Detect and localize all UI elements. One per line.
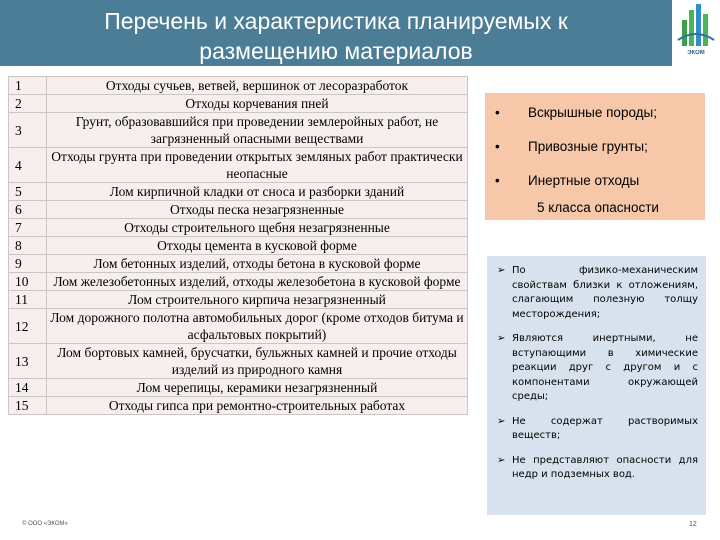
table-row xyxy=(9,273,468,291)
row-description: Лом бортовых камней, брусчатки, бульжных камней и прочие отходы изделий из природного камня xyxy=(47,344,468,379)
row-number: 15 xyxy=(9,397,47,415)
row-description: Отходы песка незагрязненные xyxy=(47,201,468,219)
row-number: 8 xyxy=(9,237,47,255)
arrow-bullet-icon: ➢ xyxy=(497,333,506,344)
title-line-1: Перечень и характеристика планируемых к xyxy=(104,8,568,34)
row-description: Отходы гипса при ремонтно-строительных работах xyxy=(47,397,468,415)
table-row xyxy=(9,219,468,237)
row-number: 10 xyxy=(9,273,47,291)
property-item: ➢ По физико-механическим свойствам близки к отложениям, слагающим полезную толщу месторождения; xyxy=(497,265,698,320)
arrow-bullet-icon: ➢ xyxy=(497,265,506,276)
table-row xyxy=(9,201,468,219)
table-row xyxy=(9,397,468,415)
arrow-bullet-icon: ➢ xyxy=(497,454,506,466)
table-row xyxy=(9,148,468,183)
waste-table xyxy=(8,76,468,415)
categories-box: • Вскрышные породы; • Привозные грунты; • Инертные отходы 5 класса опасности xyxy=(485,93,705,220)
table-row xyxy=(9,291,468,309)
bullet-icon: • xyxy=(495,173,500,188)
properties-box xyxy=(487,256,706,515)
row-number: 1 xyxy=(9,77,47,95)
company-logo xyxy=(672,0,720,66)
row-number: 5 xyxy=(9,183,47,201)
arrow-bullet-icon: ➢ xyxy=(497,415,506,427)
property-item: ➢ Не представляют опасности для недр и подземных вод. xyxy=(497,454,698,480)
row-description: Лом дорожного полотна автомобильных дорог (кроме отходов битума и асфальтовых покрытий) xyxy=(47,309,468,344)
row-description: Грунт, образовавшийся при проведении землеройных работ, не загрязненный опасными веществами xyxy=(47,113,468,148)
bullet-icon: • xyxy=(495,105,500,120)
table-row xyxy=(9,77,468,95)
row-number: 3 xyxy=(9,113,47,148)
row-number: 4 xyxy=(9,148,47,183)
page-number: 12 xyxy=(689,521,697,528)
row-description: Отходы цемента в кусковой форме xyxy=(47,237,468,255)
table-row xyxy=(9,379,468,397)
title-line-2: размещению материалов xyxy=(199,38,473,64)
row-number: 7 xyxy=(9,219,47,237)
property-item: ➢ Являются инертными, не вступающими в химические реакции друг с другом и с компонентами окружающей среды; xyxy=(497,333,698,402)
row-description: Отходы грунта при проведении открытых земляных работ практически неопасные xyxy=(47,148,468,183)
page-title xyxy=(0,6,672,66)
row-number: 6 xyxy=(9,201,47,219)
table-row xyxy=(9,309,468,344)
row-number: 9 xyxy=(9,255,47,273)
table-row xyxy=(9,237,468,255)
logo-bars-icon xyxy=(672,0,720,50)
row-number: 13 xyxy=(9,344,47,379)
table-row xyxy=(9,183,468,201)
row-description: Лом кирпичной кладки от сноса и разборки зданий xyxy=(47,183,468,201)
hazard-class-text: 5 класса опасности xyxy=(537,200,659,215)
header-bar xyxy=(0,0,672,66)
table-row xyxy=(9,113,468,148)
row-number: 11 xyxy=(9,291,47,309)
row-description: Лом строительного кирпича незагрязненный xyxy=(47,291,468,309)
row-number: 2 xyxy=(9,95,47,113)
property-item: ➢ Не содержат растворимых веществ; xyxy=(497,415,698,441)
table-row xyxy=(9,344,468,379)
row-description: Отходы строительного щебня незагрязненные xyxy=(47,219,468,237)
bullet-icon: • xyxy=(495,139,500,154)
footer-copyright: © ООО «ЭКОМ» xyxy=(22,521,68,527)
row-description: Лом черепицы, керамики незагрязненный xyxy=(47,379,468,397)
row-description: Лом бетонных изделий, отходы бетона в кусковой форме xyxy=(47,255,468,273)
table-row xyxy=(9,255,468,273)
row-description: Отходы корчевания пней xyxy=(47,95,468,113)
row-number: 14 xyxy=(9,379,47,397)
row-description: Отходы сучьев, ветвей, вершинок от лесоразработок xyxy=(47,77,468,95)
logo-text: ЭКОМ xyxy=(687,50,705,56)
row-description: Лом железобетонных изделий, отходы железобетона в кусковой форме xyxy=(47,273,468,291)
row-number: 12 xyxy=(9,309,47,344)
table-row xyxy=(9,95,468,113)
